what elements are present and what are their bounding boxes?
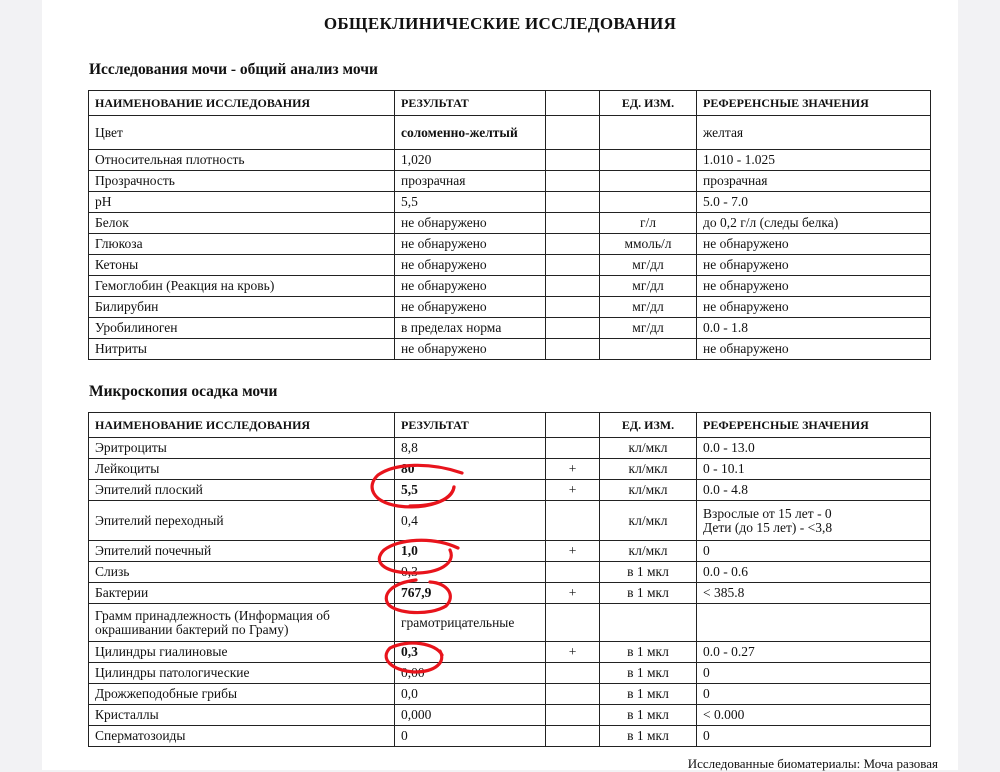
table-row [89, 213, 931, 234]
cell-units: мг/дл [600, 255, 697, 276]
cell-result: в пределах нормa [395, 318, 546, 339]
cell-units: кл/мкл [600, 501, 697, 541]
table-row [89, 234, 931, 255]
cell-units: мг/дл [600, 276, 697, 297]
cell-result: 0,000 [395, 705, 546, 726]
cell-result: грамотрицательные [395, 604, 546, 642]
cell-name: Бактерии [89, 583, 395, 604]
cell-units: в 1 мкл [600, 705, 697, 726]
table-header-row [89, 413, 931, 438]
table-row [89, 562, 931, 583]
cell-name: Сперматозоиды [89, 726, 395, 747]
microscopy-table [88, 412, 931, 747]
cell-name: pH [89, 192, 395, 213]
cell-flag [546, 297, 600, 318]
cell-result: 8,8 [395, 438, 546, 459]
cell-name: Кетоны [89, 255, 395, 276]
cell-result: не обнаружено [395, 255, 546, 276]
cell-reference: 1.010 - 1.025 [697, 150, 931, 171]
cell-reference: 0.0 - 13.0 [697, 438, 931, 459]
cell-result: 767,9 [395, 583, 546, 604]
cell-result: не обнаружено [395, 234, 546, 255]
table-row [89, 297, 931, 318]
cell-name: Лейкоциты [89, 459, 395, 480]
cell-units: в 1 мкл [600, 684, 697, 705]
cell-units: г/л [600, 213, 697, 234]
cell-flag [546, 705, 600, 726]
cell-reference: 0.0 - 1.8 [697, 318, 931, 339]
cell-flag [546, 684, 600, 705]
cell-flag [546, 604, 600, 642]
cell-reference: 0 [697, 684, 931, 705]
header-flag [546, 91, 600, 116]
table-row [89, 541, 931, 562]
cell-flag [546, 150, 600, 171]
header-reference: РЕФЕРЕНСНЫЕ ЗНАЧЕНИЯ [697, 413, 931, 438]
table-row [89, 501, 931, 541]
header-reference: РЕФЕРЕНСНЫЕ ЗНАЧЕНИЯ [697, 91, 931, 116]
cell-reference [697, 604, 931, 642]
cell-result: прозрачная [395, 171, 546, 192]
cell-name: Цилиндры гиалиновые [89, 642, 395, 663]
table-row [89, 642, 931, 663]
table-row [89, 705, 931, 726]
cell-name: Прозрачность [89, 171, 395, 192]
header-units: ЕД. ИЗМ. [600, 91, 697, 116]
cell-units: в 1 мкл [600, 583, 697, 604]
cell-units [600, 192, 697, 213]
cell-flag: + [546, 583, 600, 604]
cell-name: Цилиндры патологические [89, 663, 395, 684]
cell-reference: прозрачная [697, 171, 931, 192]
cell-result: не обнаружено [395, 213, 546, 234]
cell-result: 0,00 [395, 663, 546, 684]
table-row [89, 339, 931, 360]
cell-flag: + [546, 480, 600, 501]
document-page [42, 0, 958, 770]
cell-name: Нитриты [89, 339, 395, 360]
cell-units: в 1 мкл [600, 726, 697, 747]
cell-units [600, 339, 697, 360]
cell-units: мг/дл [600, 297, 697, 318]
cell-name: Глюкоза [89, 234, 395, 255]
cell-flag [546, 276, 600, 297]
cell-name: Эпителий переходный [89, 501, 395, 541]
cell-flag [546, 339, 600, 360]
table-row [89, 276, 931, 297]
cell-flag [546, 438, 600, 459]
urinalysis-table [88, 90, 931, 360]
cell-units: кл/мкл [600, 541, 697, 562]
table-header-row [89, 91, 931, 116]
cell-units: ммоль/л [600, 234, 697, 255]
footer-biomaterial: Исследованные биоматериалы: Моча разовая [687, 756, 938, 771]
cell-name: Дрожжеподобные грибы [89, 684, 395, 705]
cell-flag [546, 318, 600, 339]
cell-reference: < 0.000 [697, 705, 931, 726]
cell-units: кл/мкл [600, 480, 697, 501]
cell-flag [546, 116, 600, 150]
cell-reference: не обнаружено [697, 234, 931, 255]
cell-reference: 5.0 - 7.0 [697, 192, 931, 213]
cell-result: 80 [395, 459, 546, 480]
cell-reference: 0 [697, 726, 931, 747]
section-urinalysis-title: Исследования мочи - общий анализ мочи [89, 61, 378, 78]
cell-reference: 0 [697, 541, 931, 562]
cell-result: 0,3 [395, 562, 546, 583]
cell-name: Гемоглобин (Реакция на кровь) [89, 276, 395, 297]
table-row [89, 116, 931, 150]
header-units: ЕД. ИЗМ. [600, 413, 697, 438]
header-name: НАИМЕНОВАНИЕ ИССЛЕДОВАНИЯ [89, 413, 395, 438]
table-row [89, 192, 931, 213]
cell-reference: < 385.8 [697, 583, 931, 604]
cell-result: не обнаружено [395, 339, 546, 360]
cell-units: мг/дл [600, 318, 697, 339]
cell-name: Кристаллы [89, 705, 395, 726]
cell-name: Эритроциты [89, 438, 395, 459]
cell-units: в 1 мкл [600, 642, 697, 663]
cell-flag [546, 192, 600, 213]
cell-reference: 0 [697, 663, 931, 684]
cell-result: 5,5 [395, 192, 546, 213]
page-title: ОБЩЕКЛИНИЧЕСКИЕ ИССЛЕДОВАНИЯ [323, 14, 677, 33]
cell-result: 0 [395, 726, 546, 747]
cell-name: Относительная плотность [89, 150, 395, 171]
section-microscopy-title: Микроскопия осадка мочи [89, 383, 278, 400]
header-flag [546, 413, 600, 438]
header-name: НАИМЕНОВАНИЕ ИССЛЕДОВАНИЯ [89, 91, 395, 116]
cell-result: 0,3 [395, 642, 546, 663]
cell-result: не обнаружено [395, 276, 546, 297]
cell-units [600, 171, 697, 192]
cell-name: Уробилиноген [89, 318, 395, 339]
table-row [89, 318, 931, 339]
cell-units: в 1 мкл [600, 562, 697, 583]
cell-reference: 0.0 - 0.27 [697, 642, 931, 663]
cell-reference: до 0,2 г/л (следы белка) [697, 213, 931, 234]
cell-units [600, 116, 697, 150]
cell-units [600, 604, 697, 642]
cell-result: 1,0 [395, 541, 546, 562]
cell-flag [546, 234, 600, 255]
cell-flag [546, 726, 600, 747]
cell-result: 0,0 [395, 684, 546, 705]
cell-reference: не обнаружено [697, 276, 931, 297]
table-row [89, 726, 931, 747]
cell-reference: желтая [697, 116, 931, 150]
table-row [89, 150, 931, 171]
header-result: РЕЗУЛЬТАТ [395, 413, 546, 438]
table-row [89, 604, 931, 642]
cell-result: 5,5 [395, 480, 546, 501]
cell-reference: не обнаружено [697, 339, 931, 360]
cell-reference: не обнаружено [697, 297, 931, 318]
cell-name: Эпителий почечный [89, 541, 395, 562]
cell-reference: 0.0 - 4.8 [697, 480, 931, 501]
table-row [89, 480, 931, 501]
cell-flag: + [546, 541, 600, 562]
cell-units: кл/мкл [600, 459, 697, 480]
cell-reference: 0.0 - 0.6 [697, 562, 931, 583]
cell-flag: + [546, 459, 600, 480]
cell-name: Эпителий плоский [89, 480, 395, 501]
table-row [89, 171, 931, 192]
cell-name: Цвет [89, 116, 395, 150]
cell-flag [546, 663, 600, 684]
table-row [89, 663, 931, 684]
cell-flag [546, 562, 600, 583]
cell-result: соломенно-желтый [395, 116, 546, 150]
cell-name: Грамм принадлежность (Информация об окрашивании бактерий по Граму) [89, 604, 395, 642]
cell-result: 1,020 [395, 150, 546, 171]
table-row [89, 583, 931, 604]
cell-flag: + [546, 642, 600, 663]
cell-flag [546, 501, 600, 541]
cell-result: не обнаружено [395, 297, 546, 318]
table-row [89, 459, 931, 480]
header-result: РЕЗУЛЬТАТ [395, 91, 546, 116]
cell-flag [546, 171, 600, 192]
cell-reference: Взрослые от 15 лет - 0 Дети (до 15 лет) - <3,8 [697, 501, 931, 541]
table-row [89, 255, 931, 276]
cell-units: в 1 мкл [600, 663, 697, 684]
table-row [89, 438, 931, 459]
cell-units [600, 150, 697, 171]
cell-units: кл/мкл [600, 438, 697, 459]
cell-reference: не обнаружено [697, 255, 931, 276]
cell-result: 0,4 [395, 501, 546, 541]
cell-reference: 0 - 10.1 [697, 459, 931, 480]
table-row [89, 684, 931, 705]
cell-name: Билирубин [89, 297, 395, 318]
cell-name: Слизь [89, 562, 395, 583]
cell-name: Белок [89, 213, 395, 234]
cell-flag [546, 255, 600, 276]
cell-flag [546, 213, 600, 234]
